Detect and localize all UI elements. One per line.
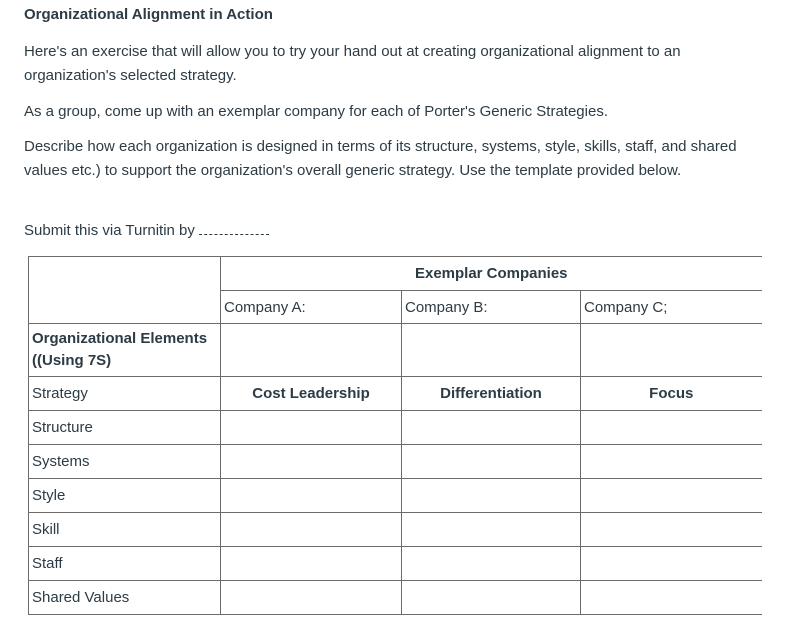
- description-paragraph: Describe how each organization is designed in terms of its structure, systems, style, skills, staff, and shared values etc.) to support the organization's overall generic strategy. Use the template provided below.: [24, 138, 737, 179]
- submit-text: Submit this via Turnitin by: [24, 222, 195, 239]
- table-cell: [221, 479, 402, 513]
- strategy-company-b: Differentiation: [402, 377, 581, 411]
- alignment-template-table: [28, 256, 762, 615]
- table-cell: [402, 445, 581, 479]
- corner-cell: [29, 257, 221, 324]
- company-a-header: Company A:: [221, 291, 402, 324]
- company-c-header: Company C;: [581, 291, 762, 324]
- instruction-paragraph: As a group, come up with an exemplar company for each of Porter's Generic Strategies.: [24, 103, 608, 120]
- table-cell: [221, 324, 402, 377]
- table-row: [29, 547, 762, 581]
- table-cell: [221, 411, 402, 445]
- table-cell: [402, 479, 581, 513]
- organizational-elements-header: Organizational Elements ((Using 7S): [29, 324, 221, 377]
- table-cell: [581, 513, 762, 547]
- intro-paragraph: Here's an exercise that will allow you to try your hand out at creating organizational alignment to an organization's selected strategy.: [24, 43, 681, 84]
- table-cell: [221, 513, 402, 547]
- table-cell: [402, 581, 581, 615]
- table-row: [29, 581, 762, 615]
- table-cell: [221, 547, 402, 581]
- table-row: [29, 513, 762, 547]
- table-cell: [221, 581, 402, 615]
- table-cell: [581, 581, 762, 615]
- row-label-structure: Structure: [29, 411, 221, 445]
- table-row: [29, 445, 762, 479]
- table-cell: [581, 324, 762, 377]
- submit-date-blank: [199, 220, 269, 235]
- table-row: [29, 411, 762, 445]
- row-label-strategy: Strategy: [29, 377, 221, 411]
- strategy-company-c: Focus: [581, 377, 762, 411]
- table-cell: [402, 324, 581, 377]
- strategy-company-a: Cost Leadership: [221, 377, 402, 411]
- company-b-header: Company B:: [402, 291, 581, 324]
- table-cell: [581, 445, 762, 479]
- table-cell: [221, 445, 402, 479]
- row-label-style: Style: [29, 479, 221, 513]
- page-title: Organizational Alignment in Action: [24, 6, 273, 23]
- exemplar-companies-header: Exemplar Companies: [221, 257, 762, 291]
- table-cell: [581, 547, 762, 581]
- table-cell: [402, 547, 581, 581]
- table-cell: [402, 411, 581, 445]
- table-row: [29, 377, 762, 411]
- row-label-shared-values: Shared Values: [29, 581, 221, 615]
- table-cell: [402, 513, 581, 547]
- row-label-skill: Skill: [29, 513, 221, 547]
- table-row: [29, 479, 762, 513]
- elements-header-row: [29, 324, 762, 377]
- table-cell: [581, 411, 762, 445]
- row-label-systems: Systems: [29, 445, 221, 479]
- row-label-staff: Staff: [29, 547, 221, 581]
- table-cell: [581, 479, 762, 513]
- table-header-row: [29, 257, 762, 291]
- submit-paragraph: [24, 219, 744, 243]
